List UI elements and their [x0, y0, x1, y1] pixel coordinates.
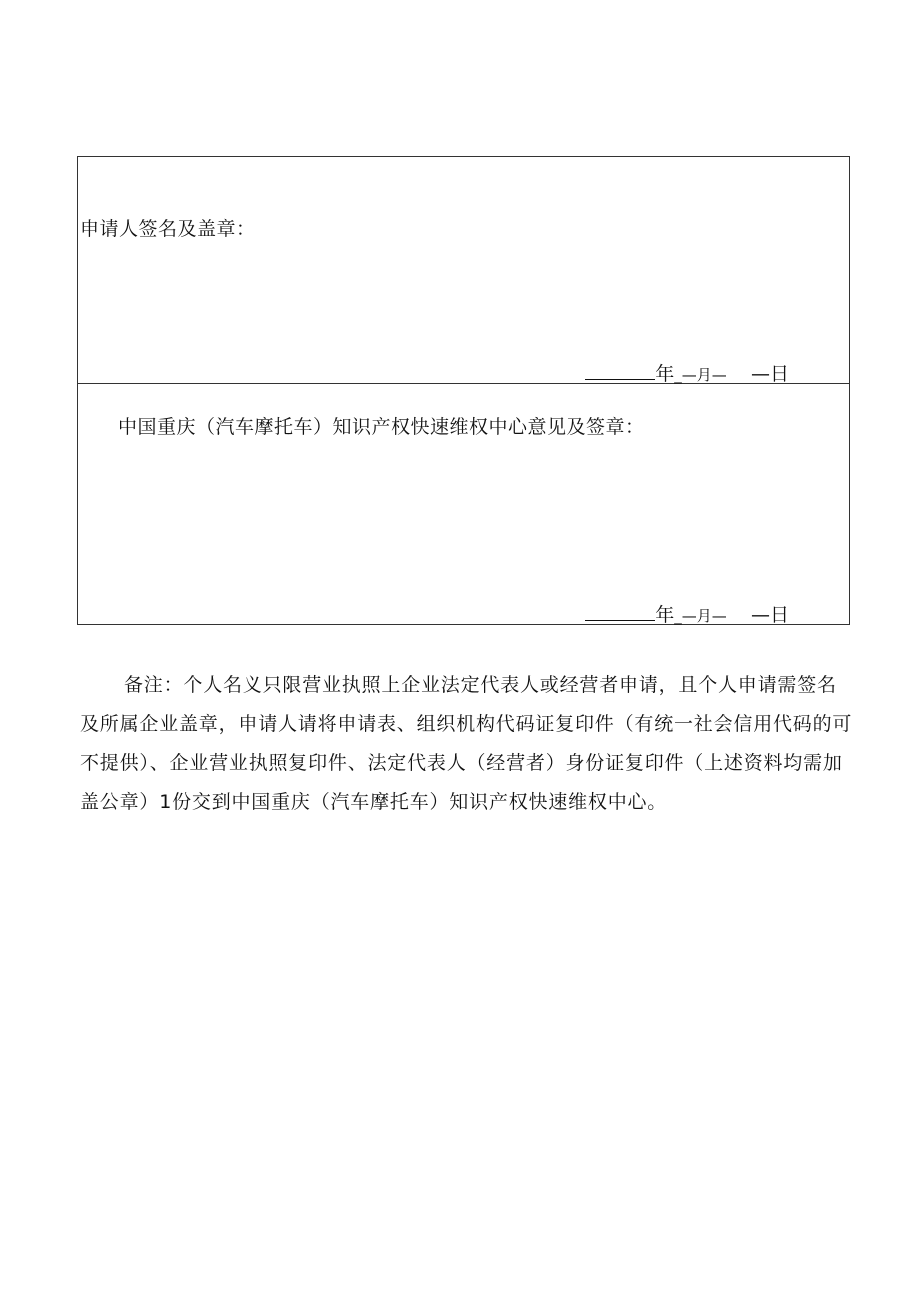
year-blank	[585, 606, 655, 621]
dash-before-month: _—	[674, 607, 697, 625]
day-label: 日	[769, 363, 789, 385]
applicant-date-line	[585, 359, 789, 386]
center-opinion-section	[78, 384, 849, 624]
month-label: 月—	[696, 607, 727, 625]
center-opinion-label: 中国重庆（汽车摩托车）知识产权快速维权中心意见及签章：	[118, 416, 645, 438]
year-label: 年	[655, 363, 675, 385]
dash-before-day: —	[750, 363, 770, 385]
center-date-line	[585, 600, 789, 627]
day-label: 日	[769, 604, 789, 626]
applicant-signature-section	[78, 157, 849, 384]
dash-before-day: —	[750, 604, 770, 626]
year-blank	[585, 365, 655, 380]
application-form-table	[77, 156, 850, 625]
applicant-signature-label: 申请人签名及盖章：	[80, 218, 256, 240]
remarks-paragraph: 备注：个人名义只限营业执照上企业法定代表人或经营者申请，且个人申请需签名及所属企业盖章，申请人请将申请表、组织机构代码证复印件（有统一社会信用代码的可不提供）、企业营业执照复印件、法定代表人（经营者）身份证复印件（上述资料均需加盖公章）1份交到中国重庆（汽车摩托车）知识产权快速维权中心。	[80, 674, 853, 813]
month-label: 月—	[696, 366, 727, 384]
dash-before-month: _—	[674, 366, 697, 384]
year-label: 年	[655, 604, 675, 626]
